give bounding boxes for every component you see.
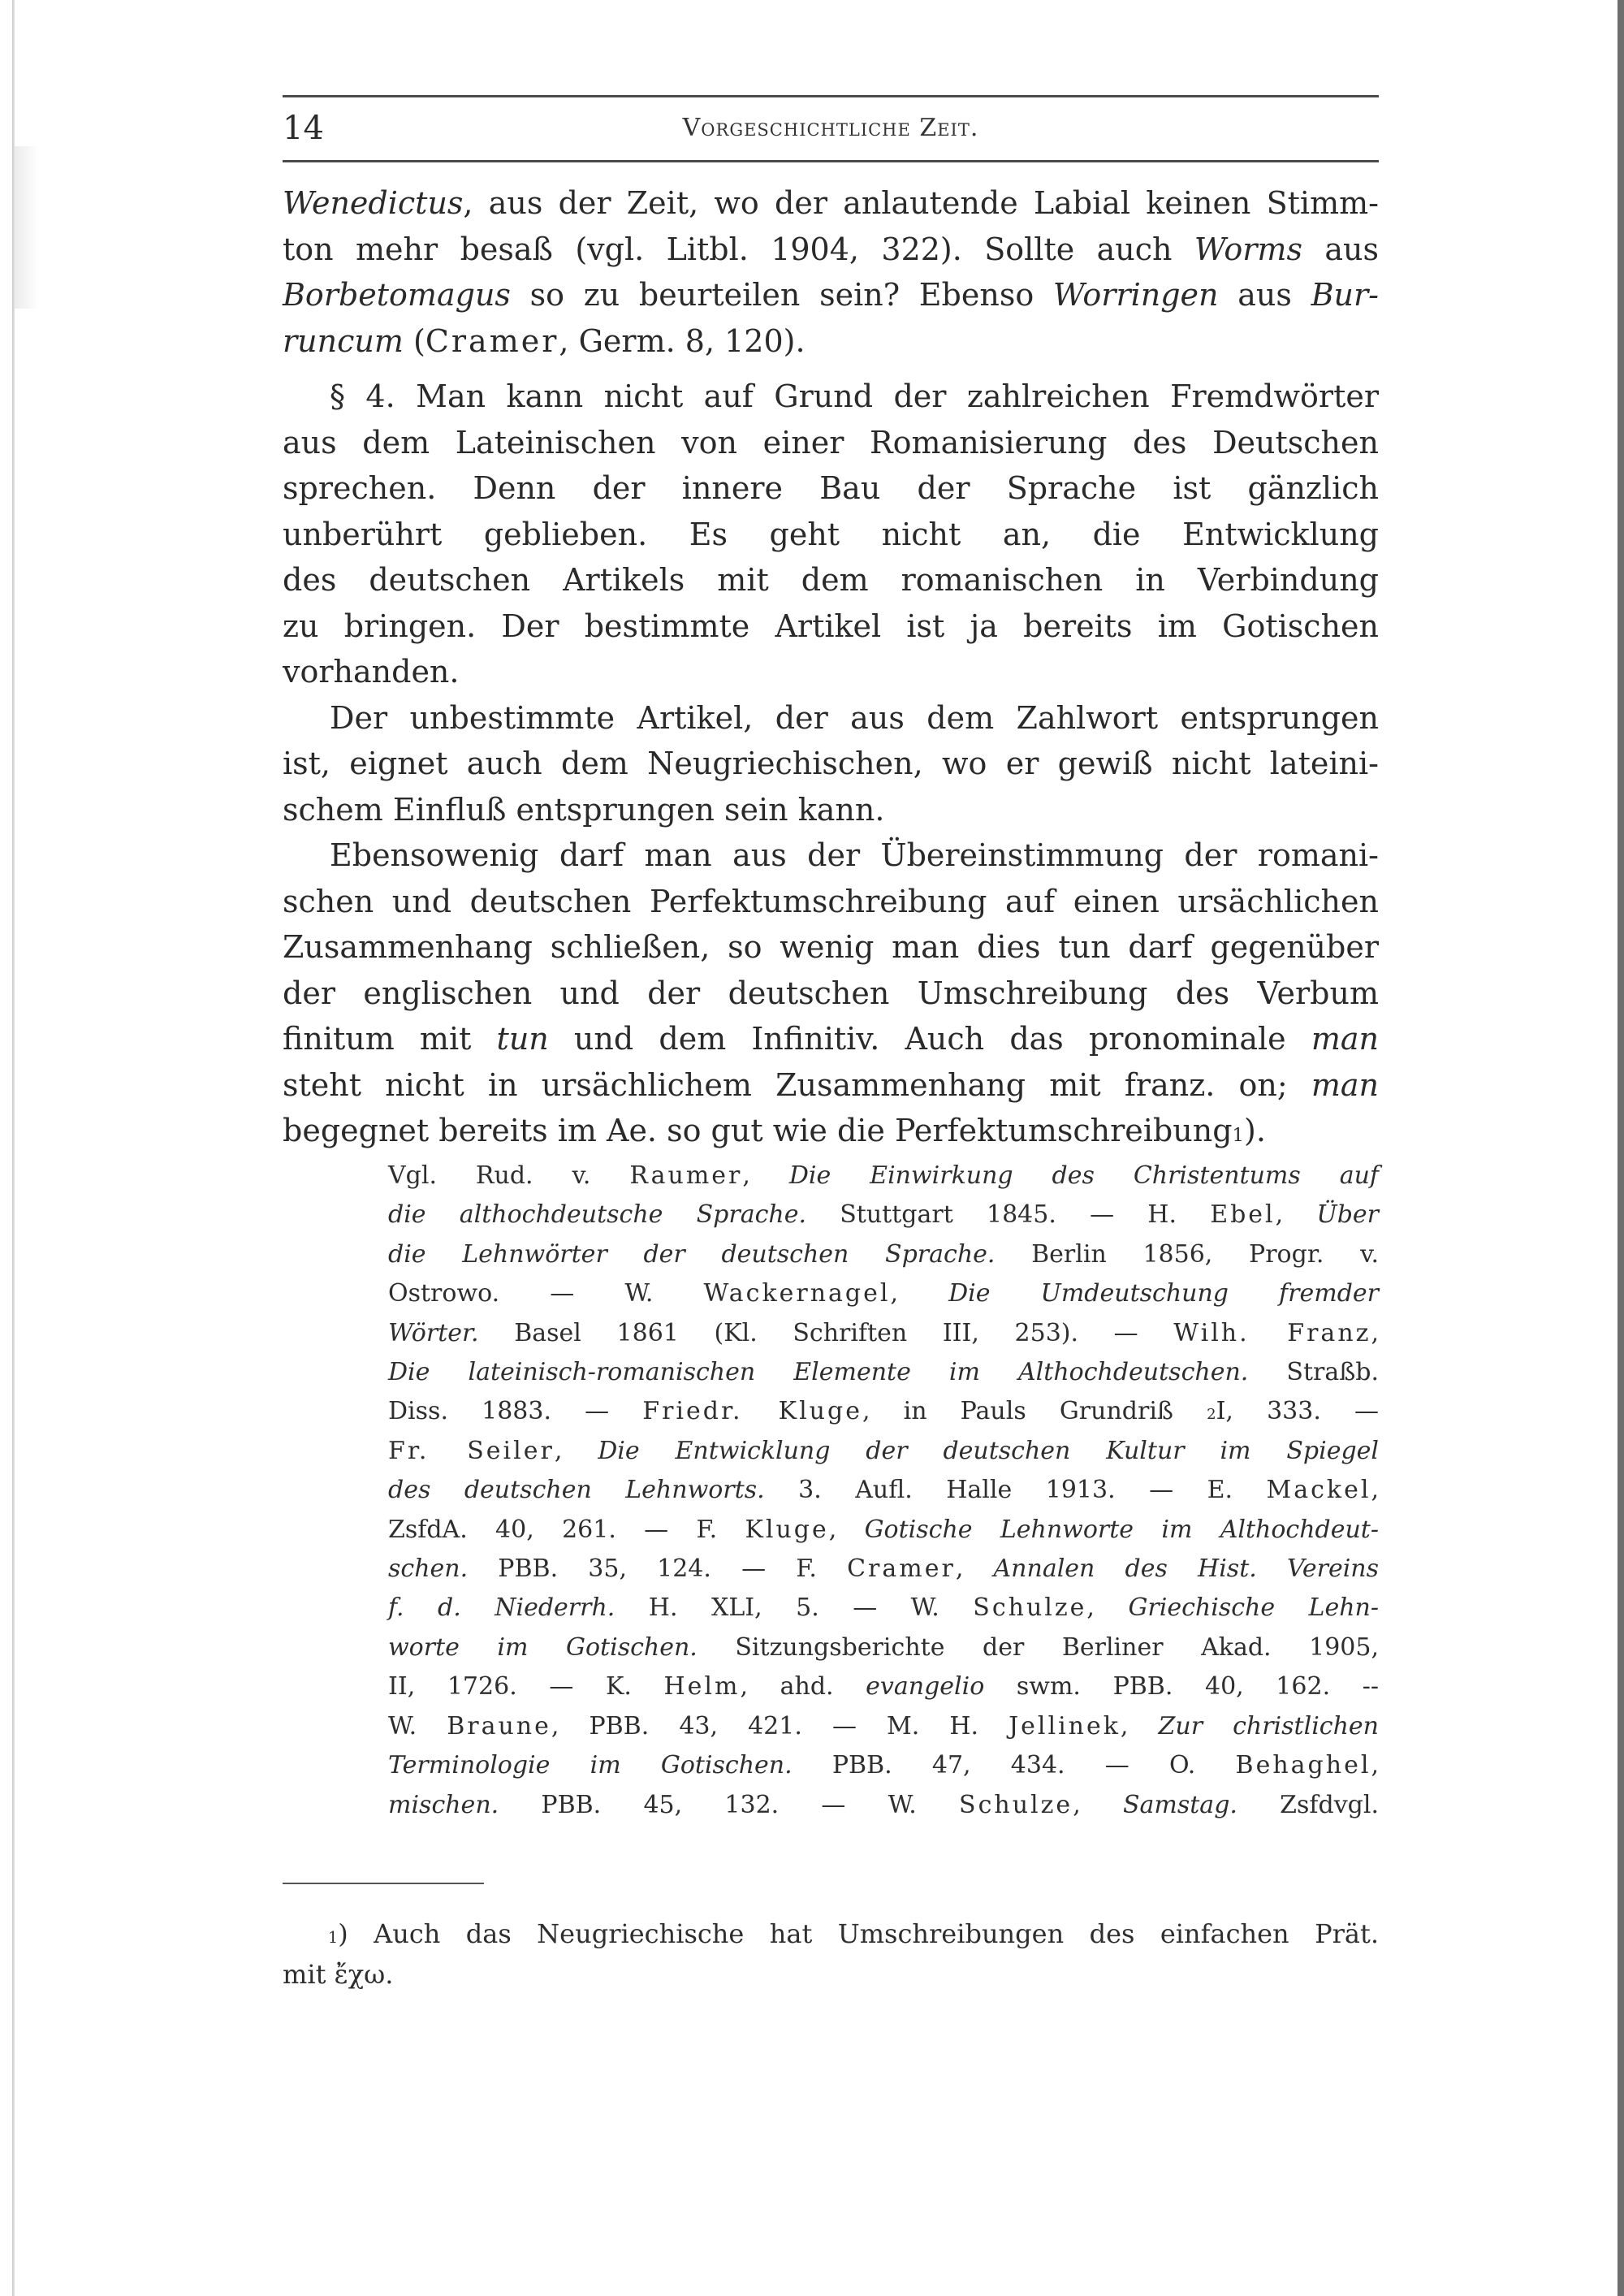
text-run: ( [403,322,425,359]
text-line: vorhanden. [283,654,460,690]
text-run: finitum mit [283,1021,497,1057]
italic-term: Worringen [1052,277,1219,313]
bibliography-note [388,1157,1379,1825]
text-line: zu bringen. Der bestimmte Artikel ist ja bereits im Gotischen [283,608,1379,644]
italic-term: Bur- [1311,277,1379,313]
footnote-marker: 1 [328,1928,339,1947]
section-4-paragraph [283,374,1379,695]
text-line [283,318,1379,365]
italic-term: runcum [283,322,404,359]
paragraph-continuation [283,180,1379,364]
running-head [283,104,1379,153]
footnote-separator [283,1883,484,1884]
bib-line: Terminologie im Gotischen. PBB. 47, 434. — O. Behaghel, [388,1751,1379,1780]
author-name: Cramer [425,322,559,359]
text-run: aus [1218,277,1311,313]
page-right-edge [1618,0,1624,2296]
bib-line: Fr. Seiler, Die Entwicklung der deutschen Kultur im Spiegel [388,1436,1380,1465]
main-text [283,180,1379,1154]
text-line: Zusammenhang schließen, so wenig man dies tun darf gegenüber [283,929,1379,965]
text-line [283,180,1379,227]
bib-line: f. d. Niederrh. H. XLI, 5. — W. Schulze, Griechische Lehn- [388,1593,1380,1623]
footnote-line: mit ἔχω. [283,1959,394,1990]
text-line: Der unbestimmte Artikel, der aus dem Zahlwort entsprungen [330,699,1379,736]
header-top-rule [283,95,1379,97]
bib-line: die Lehnwörter der deutschen Sprache. Berlin 1856, Progr. v. [388,1239,1380,1269]
footnote-reference[interactable]: 1 [1232,1125,1245,1146]
text-line: ist, eignet auch dem Neugriechischen, wo er gewiß nicht lateini- [283,746,1379,781]
italic-term: man [1311,1021,1379,1057]
text-run: ton mehr besaß (vgl. Litbl. 1904, 322). Sollte auch [283,231,1194,267]
page-left-shadow [15,146,39,309]
italic-term: Worms [1194,231,1302,267]
text-line: des deutschen Artikels mit dem romanischen in Verbindung [283,562,1379,598]
text-line: der englischen und der deutschen Umschreibung des Verbum [283,975,1379,1011]
page-number: 14 [283,110,324,147]
text-line: schen und deutschen Perfektumschreibung auf einen ursächlichen [283,883,1379,919]
text-run: ). [1244,1113,1266,1148]
footnote-1 [283,1913,1379,1995]
text-run: , Germ. 8, 120). [559,322,806,359]
header-bottom-rule [283,160,1379,162]
bib-line: schen. PBB. 35, 124. — F. Cramer, Annalen des Hist. Vereins [388,1554,1380,1584]
footnote-line [283,1913,1379,1954]
running-head-title: Vorgeschichtliche Zeit. [682,114,979,142]
text-run: begegnet bereits im Ae. so gut wie die Perfektumschreibung [283,1113,1233,1148]
text-line: § 4. Man kann nicht auf Grund der zahlreichen Fremdwörter [330,378,1379,414]
bib-line: worte im Gotischen. Sitzungsberichte der Berliner Akad. 1905, [388,1632,1380,1662]
text-run: aus [1302,231,1379,267]
footnote-text: ) Auch das Neugriechische hat Umschreibungen des einfachen Prät. [338,1918,1379,1949]
text-line [283,227,1379,273]
italic-term: Borbetomagus [283,277,511,313]
italic-term: tun [496,1021,549,1057]
bib-line: Wörter. Basel 1861 (Kl. Schriften III, 253). — Wilh. Franz, [388,1318,1379,1347]
text-line: Ebensowenig darf man aus der Übereinstimmung der romani- [330,837,1379,873]
italic-term: Wenedictus [283,185,464,221]
text-run: so zu beurteilen sein? Ebenso [510,277,1053,313]
bib-line: Ostrowo. — W. Wackernagel, Die Umdeutschung fremder [388,1279,1379,1308]
bib-line: W. Braune, PBB. 43, 421. — M. H. Jellinek, Zur christlichen [388,1711,1379,1740]
bib-line: ZsfdA. 40, 261. — F. Kluge, Gotische Lehnworte im Althochdeut- [388,1515,1379,1544]
bib-line: die althochdeutsche Sprache. Stuttgart 1845. — H. Ebel, Über [388,1200,1379,1230]
text-run: , aus der Zeit, wo der anlautende Labial keinen Stimm- [463,185,1379,221]
text-line: schem Einfluß entsprungen sein kann. [283,791,885,828]
text-line: sprechen. Denn der innere Bau der Sprache ist gänzlich [283,470,1379,506]
italic-term: man [1311,1066,1379,1103]
bib-line: Diss. 1883. — Friedr. Kluge, in Pauls Grundriß $^2$I, 333. — [388,1397,1380,1426]
paragraph-indefinite-article [283,695,1379,833]
page-left-edge [12,0,15,2296]
bib-line: Vgl. Rud. v. Raumer, Die Einwirkung des Christentums auf [388,1161,1380,1190]
bib-line: mischen. PBB. 45, 132. — W. Schulze, Samstag. Zsfdvgl. [388,1790,1380,1819]
bib-line: II, 1726. — K. Helm, ahd. evangelio swm. PBB. 40, 162. -- [388,1672,1379,1701]
bib-line: des deutschen Lehnworts. 3. Aufl. Halle 1913. — E. Mackel, [388,1476,1379,1505]
text-line: aus dem Lateinischen von einer Romanisierung des Deutschen [283,424,1379,460]
text-run: steht nicht in ursächlichem Zusammenhang mit franz. on; [283,1066,1311,1103]
bib-line: Die lateinisch-romanischen Elemente im Althochdeutschen. Straßb. [388,1358,1379,1387]
text-line: unberührt geblieben. Es geht nicht an, die Entwicklung [283,516,1379,552]
text-line [283,1016,1379,1062]
text-line [283,1062,1379,1109]
text-line [283,272,1379,318]
text-line [283,1108,1379,1154]
text-run: und dem Infinitiv. Auch das pronominale [548,1021,1311,1057]
paragraph-perfect-periphrasis [283,832,1379,1154]
